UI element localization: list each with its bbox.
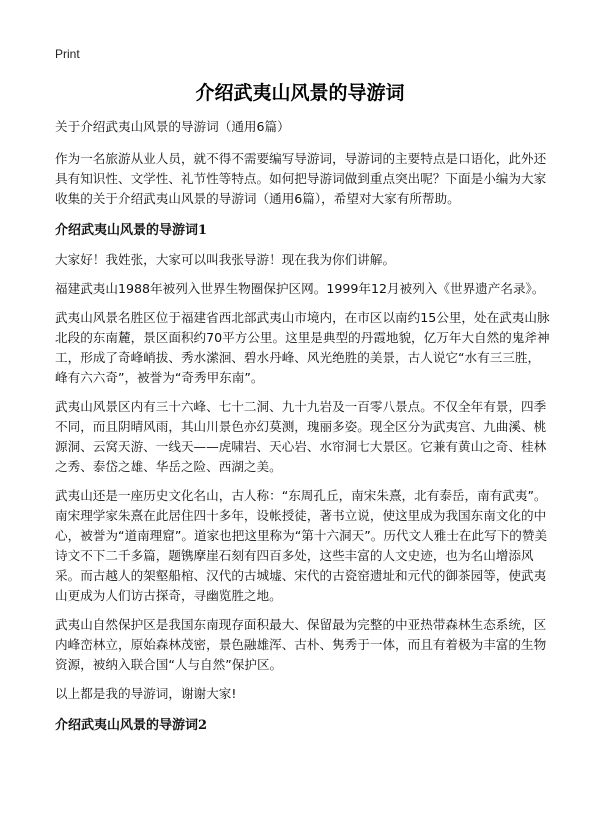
article-body (55, 117, 550, 745)
paragraph-heritage: 福建武夷山1988年被列入世界生物圈保护区网。1999年12月被列入《世界遗产名录》。 (55, 281, 545, 296)
paragraph-closing: 以上都是我的导游词，谢谢大家! (55, 686, 237, 701)
page-title: 介绍武夷山风景的导游词 (195, 82, 405, 104)
paragraph-location: 武夷山风景名胜区位于福建省西北部武夷山市境内，在市区以南约15公里，处在武夷山脉北段的东南麓，景区面积约70平方公里。这里是典型的丹霞地貌，亿万年大自然的鬼斧神工，形成了奇峰峭拔、秀水潆洄、碧水丹峰、风光绝胜的美景，古人说它“水有三三胜，峰有六六奇”，被誉为“奇秀甲东南”。 (55, 310, 550, 385)
section-heading-1: 介绍武夷山风景的导游词1 (55, 223, 208, 238)
intro-paragraph: 作为一名旅游从业人员，就不得不需要编写导游词，导游词的主要特点是口语化，此外还具有知识性、文学性、礼节性等特点。如何把导游词做到重点突出呢？下面是小编为大家收集的关于介绍武夷山风景的导游词（通用6篇），希望对大家有所帮助。 (55, 151, 547, 206)
section-heading-2: 介绍武夷山风景的导游词2 (55, 718, 208, 733)
paragraph-culture: 武夷山还是一座历史文化名山，古人称：“东周孔丘，南宋朱熹，北有泰岳，南有武夷”。南宋理学家朱熹在此居住四十多年，设帐授徒，著书立说，使这里成为我国东南文化的中心，被誉为“道南理窟”。道家也把这里称为“第十六洞天”。历代文人雅士在此写下的赞美诗文不下二千多篇，题镌摩崖石刻有四百多处，这些丰富的人文史迹，也为名山增添风采。而古越人的架壑船棺、汉代的古城墟、宋代的古瓷窑遗址和元代的御茶园等，使武夷山更成为人们访古探奇，寻幽览胜之地。 (55, 488, 548, 603)
print-link[interactable]: Print (55, 47, 80, 61)
article-subtitle: 关于介绍武夷山风景的导游词（通用6篇） (55, 119, 290, 134)
paragraph-scenery: 武夷山风景区内有三十六峰、七十二洞、九十九岩及一百零八景点。不仅全年有景，四季不同，而且阴晴风雨，其山川景色亦幻莫测，瑰丽多姿。现全区分为武夷宫、九曲溪、桃源洞、云窝天游、一线天——虎啸岩、天心岩、水帘洞七大景区。它兼有黄山之奇、桂林之秀、泰岱之雄、华岳之险、西湖之美。 (55, 399, 547, 474)
paragraph-greeting: 大家好！我姓张，大家可以叫我张导游！现在我为你们讲解。 (55, 252, 396, 267)
paragraph-nature-reserve: 武夷山自然保护区是我国东南现存面积最大、保留最为完整的中亚热带森林生态系统，区内峰峦林立，原始森林茂密，景色融雄浑、古朴、隽秀于一体，而且有着极为丰富的生物资源，被纳入联合国“人与自然”保护区。 (55, 617, 547, 672)
